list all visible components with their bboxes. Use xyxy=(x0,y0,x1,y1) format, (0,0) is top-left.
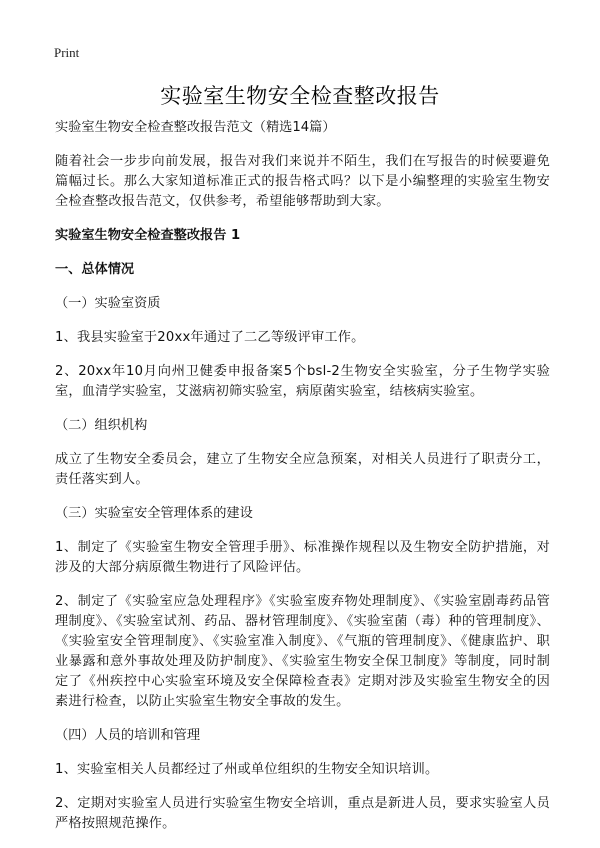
document-subtitle: 实验室生物安全检查整改报告范文（精选14篇） xyxy=(55,120,336,135)
print-link[interactable]: Print xyxy=(54,45,80,60)
subheading-lab-qualification: （一）实验室资质 xyxy=(55,296,161,311)
paragraph: 成立了生物安全委员会，建立了生物安全应急预案，对相关人员进行了职责分工，责任落实到人。 xyxy=(55,452,550,487)
intro-paragraph: 随着社会一步步向前发展，报告对我们来说并不陌生，我们在写报告的时候要避免篇幅过长。那么大家知道标准正式的报告格式吗？以下是小编整理的实验室生物安全检查整改报告范文，仅供参考，希望能够帮助到大家。 xyxy=(55,154,550,209)
paragraph: 2、制定了《实验室应急处理程序》《实验室废弃物处理制度》、《实验室剧毒药品管理制度》、《实验室试剂、药品、器材管理制度》、《实验室菌（毒）种的管理制度》、《实验室安全管理制度》、《实验室准入制度》、《气瓶的管理制度》、《健康监护、职业暴露和意外事故处理及防护制度》、《实验室生物安全保卫制度》等制度，同时制定了《州疾控中心实验室环境及安全保障检查表》定期对涉及实验室生物安全的因素进行检查，以防止实验室生物安全事故的发生。 xyxy=(55,594,550,709)
paragraph: 1、我县实验室于20xx年通过了二乙等级评审工作。 xyxy=(55,330,365,345)
document-body xyxy=(55,118,550,848)
paragraph: 2、20xx年10月向州卫健委申报备案5个bsl-2生物安全实验室，分子生物学实验室，血清学实验室，艾滋病初筛实验室，病原菌实验室，结核病实验室。 xyxy=(55,364,550,399)
paragraph: 1、实验室相关人员都经过了州或单位组织的生物安全知识培训。 xyxy=(55,762,439,777)
subheading-personnel-training: （四）人员的培训和管理 xyxy=(55,728,201,743)
paragraph: 1、制定了《实验室生物安全管理手册》、标准操作规程以及生物安全防护措施，对涉及的大部分病原微生物进行了风险评估。 xyxy=(55,540,550,575)
report-heading: 实验室生物安全检查整改报告 1 xyxy=(55,228,241,243)
subheading-organization: （二）组织机构 xyxy=(55,418,148,433)
section-heading-overview: 一、总体情况 xyxy=(55,262,135,277)
document-title: 实验室生物安全检查整改报告 xyxy=(160,84,440,108)
paragraph: 2、定期对实验室人员进行实验室生物安全培训，重点是新进人员，要求实验室人员严格按照规范操作。 xyxy=(55,796,550,831)
subheading-safety-system: （三）实验室安全管理体系的建设 xyxy=(55,506,253,521)
